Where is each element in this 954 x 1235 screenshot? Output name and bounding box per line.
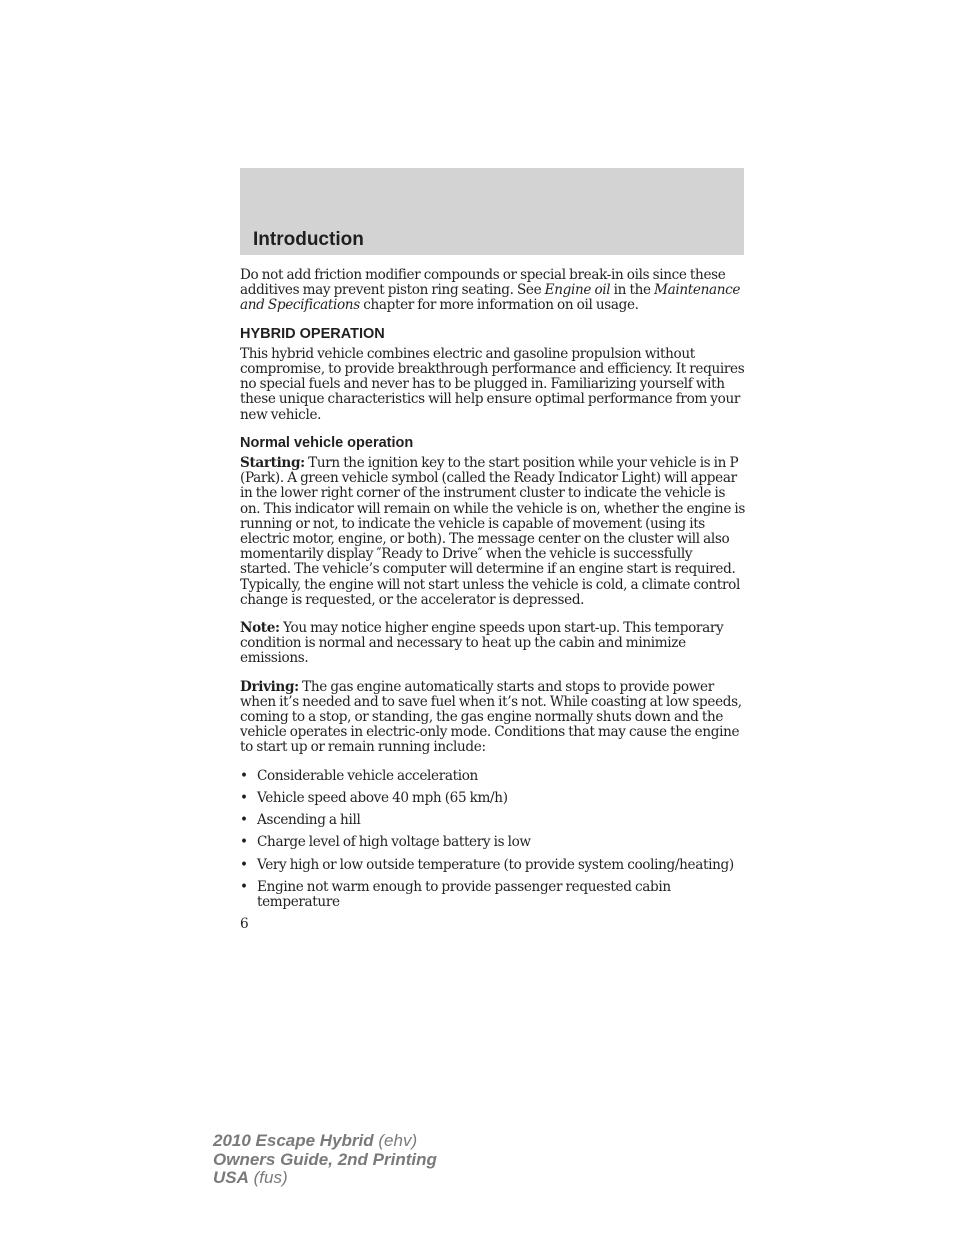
footer-line-2: Owners Guide, 2nd Printing bbox=[213, 1149, 437, 1169]
footer-model-code: (ehv) bbox=[373, 1131, 418, 1150]
maintenance-chapter-reference: Maintenance and Specifications bbox=[240, 282, 741, 314]
note-label: Note: bbox=[240, 620, 280, 637]
list-item bbox=[240, 791, 746, 806]
document-footer bbox=[213, 1132, 437, 1188]
note-text: You may notice higher engine speeds upon start-up. This temporary condition is normal and necessary to heat up the cabin and minimize emissions. bbox=[240, 620, 724, 667]
page-number: 6 bbox=[240, 916, 249, 933]
footer-line-3 bbox=[213, 1169, 437, 1188]
hybrid-operation-heading: HYBRID OPERATION bbox=[240, 325, 385, 342]
list-item bbox=[240, 769, 746, 784]
hybrid-operation-paragraph: This hybrid vehicle combines electric and gasoline propulsion without compromise, to provide breakthrough performance and efficiency. It requires no special fuels and never has to be plugged in. Familiarizing yourself with these unique characteristics will help ensure optimal performance from your new vehicle. bbox=[240, 345, 745, 423]
bullet-icon: • bbox=[240, 834, 248, 851]
footer-line-1 bbox=[213, 1132, 437, 1151]
intro-paragraph bbox=[240, 268, 746, 314]
footer-model: 2010 Escape Hybrid bbox=[213, 1131, 374, 1150]
list-item bbox=[240, 858, 746, 873]
note-paragraph bbox=[240, 621, 746, 667]
intro-text-2: in the bbox=[610, 282, 655, 299]
footer-market-code: (fus) bbox=[248, 1168, 288, 1187]
section-header-band bbox=[240, 168, 744, 255]
starting-paragraph bbox=[240, 456, 746, 608]
starting-label: Starting: bbox=[240, 455, 305, 472]
list-item-text: Engine not warm enough to provide passenger requested cabin temperature bbox=[257, 878, 671, 910]
list-item-text: Ascending a hill bbox=[257, 812, 361, 829]
section-title: Introduction bbox=[253, 229, 364, 250]
list-item bbox=[240, 835, 746, 850]
engine-start-conditions-list bbox=[240, 769, 746, 910]
list-item bbox=[240, 880, 746, 910]
starting-text: Turn the ignition key to the start position while your vehicle is in P (Park). A green vehicle symbol (called the Ready Indicator Light) will appear in the lower right corner of the instrument cluster to indicate the vehicle is on. This indicator will remain on while the vehicle is on, whether the engine is running or not, to indicate the vehicle is capable of movement (using its electric motor, engine, or both). The message center on the cluster will also momentarily display ″Ready to Drive″ when the vehicle is successfully started. The vehicle’s computer will determine if an engine start is required. Typically, the engine will not start unless the vehicle is cold, a climate control change is requested, or the accelerator is depressed. bbox=[240, 455, 746, 608]
footer-market: USA bbox=[213, 1168, 249, 1187]
bullet-icon: • bbox=[240, 856, 248, 873]
list-item-text: Vehicle speed above 40 mph (65 km/h) bbox=[257, 789, 508, 806]
bullet-icon: • bbox=[240, 878, 248, 895]
list-item-text: Considerable vehicle acceleration bbox=[257, 767, 478, 784]
engine-oil-reference: Engine oil bbox=[544, 282, 611, 299]
driving-text: The gas engine automatically starts and stops to provide power when it’s needed and to save fuel when it’s not. While coasting at low speeds, coming to a stop, or standing, the gas engine normally shuts down and the vehicle operates in electric-only mode. Conditions that may cause the engine to start up or remain running include: bbox=[240, 678, 742, 756]
bullet-icon: • bbox=[240, 812, 248, 829]
intro-text-3: chapter for more information on oil usage. bbox=[359, 297, 639, 314]
intro-text-1: Do not add friction modifier compounds or special break-in oils since these additives may prevent piston ring seating. See bbox=[240, 267, 726, 299]
normal-vehicle-operation-heading: Normal vehicle operation bbox=[240, 434, 414, 451]
driving-label: Driving: bbox=[240, 678, 299, 695]
list-item-text: Charge level of high voltage battery is low bbox=[257, 834, 531, 851]
bullet-icon: • bbox=[240, 767, 248, 784]
list-item bbox=[240, 813, 746, 828]
page-content bbox=[240, 268, 746, 932]
bullet-icon: • bbox=[240, 789, 248, 806]
driving-paragraph bbox=[240, 680, 746, 756]
list-item-text: Very high or low outside temperature (to provide system cooling/heating) bbox=[257, 856, 734, 873]
